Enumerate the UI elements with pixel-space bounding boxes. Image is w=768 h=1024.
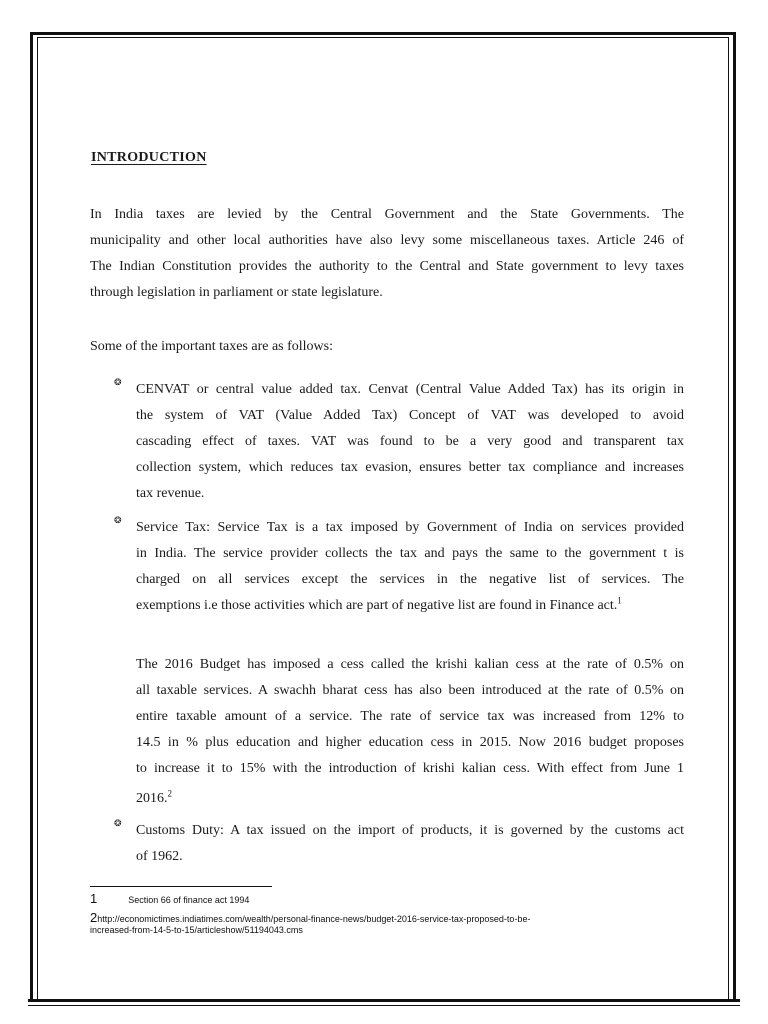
bullet-line: in India. The service provider collects the tax and pays the same to the government t is: [136, 546, 684, 561]
footnote-ref: 2: [167, 788, 172, 799]
bullet-line: collection system, which reduces tax evasion, ensures better tax compliance and increases: [136, 460, 684, 475]
footnote-link-cont[interactable]: increased-from-14-5-to-15/articleshow/51194043.cms: [90, 925, 303, 935]
intro-line: through legislation in parliament or state legislature.: [90, 285, 383, 300]
footnote-2: [90, 912, 690, 936]
bullet-line: Service Tax: Service Tax is a tax imposed by Government of India on services provided: [136, 520, 684, 535]
bullet-line: [136, 593, 684, 619]
page-bottom-rule: [28, 999, 740, 1002]
bullet-customs-duty: [136, 818, 684, 870]
bullet-line: tax revenue.: [136, 486, 205, 501]
bullet-cenvat: [136, 377, 684, 507]
footnote-number: 1: [90, 891, 98, 906]
budget-line: all taxable services. A swachh bharat cess has also been introduced at the rate of 0.5% on: [136, 683, 684, 698]
lead-in-text: [90, 334, 684, 360]
section-heading: INTRODUCTION: [91, 150, 207, 165]
bullet-icon: ❂: [114, 377, 122, 387]
intro-line: In India taxes are levied by the Central Government and the State Governments. The: [90, 207, 684, 222]
budget-paragraph: [136, 652, 684, 812]
bullet-service-tax: [136, 515, 684, 619]
budget-line: 14.5 in % plus education and higher education cess in 2015. Now 2016 budget proposes: [136, 735, 684, 750]
bullet-line-text: exemptions i.e those activities which are part of negative list are found in Finance act.: [136, 598, 618, 613]
footnote-link[interactable]: http://economictimes.indiatimes.com/wealth/personal-finance-news/budget-2016-service-tax-proposed-to-be-: [97, 914, 531, 924]
bullet-line: cascading effect of taxes. VAT was found to be a very good and transparent tax: [136, 434, 684, 449]
bullet-line: charged on all services except the services in the negative list of services. The: [136, 572, 684, 587]
footnote-ref: 1: [617, 595, 622, 606]
lead-in-line: Some of the important taxes are as follows:: [90, 339, 333, 354]
intro-paragraph: [90, 202, 684, 306]
budget-line: The 2016 Budget has imposed a cess called the krishi kalian cess at the rate of 0.5% on: [136, 657, 684, 672]
footnote-separator: [90, 886, 272, 887]
bullet-line: Customs Duty: A tax issued on the import of products, it is governed by the customs act: [136, 823, 684, 838]
bullet-icon: ❂: [114, 818, 122, 828]
bullet-line: the system of VAT (Value Added Tax) Concept of VAT was developed to avoid: [136, 408, 684, 423]
footnote-text: Section 66 of finance act 1994: [128, 895, 250, 905]
budget-line: entire taxable amount of a service. The rate of service tax was increased from 12% to: [136, 709, 684, 724]
intro-line: municipality and other local authorities have also levy some miscellaneous taxes. Article 246 of: [90, 233, 684, 248]
budget-line: to increase it to 15% with the introduction of krishi kalian cess. With effect from June 1: [136, 761, 684, 776]
intro-line: The Indian Constitution provides the authority to the Central and State government to levy taxes: [90, 259, 684, 274]
budget-line: [136, 786, 684, 812]
bullet-line: CENVAT or central value added tax. Cenvat (Central Value Added Tax) has its origin in: [136, 382, 684, 397]
footnote-number: 2: [90, 910, 98, 925]
bullet-icon: ❂: [114, 515, 122, 525]
bullet-line: of 1962.: [136, 849, 183, 864]
budget-line-text: 2016.: [136, 791, 168, 806]
footnote-1: [90, 893, 249, 906]
